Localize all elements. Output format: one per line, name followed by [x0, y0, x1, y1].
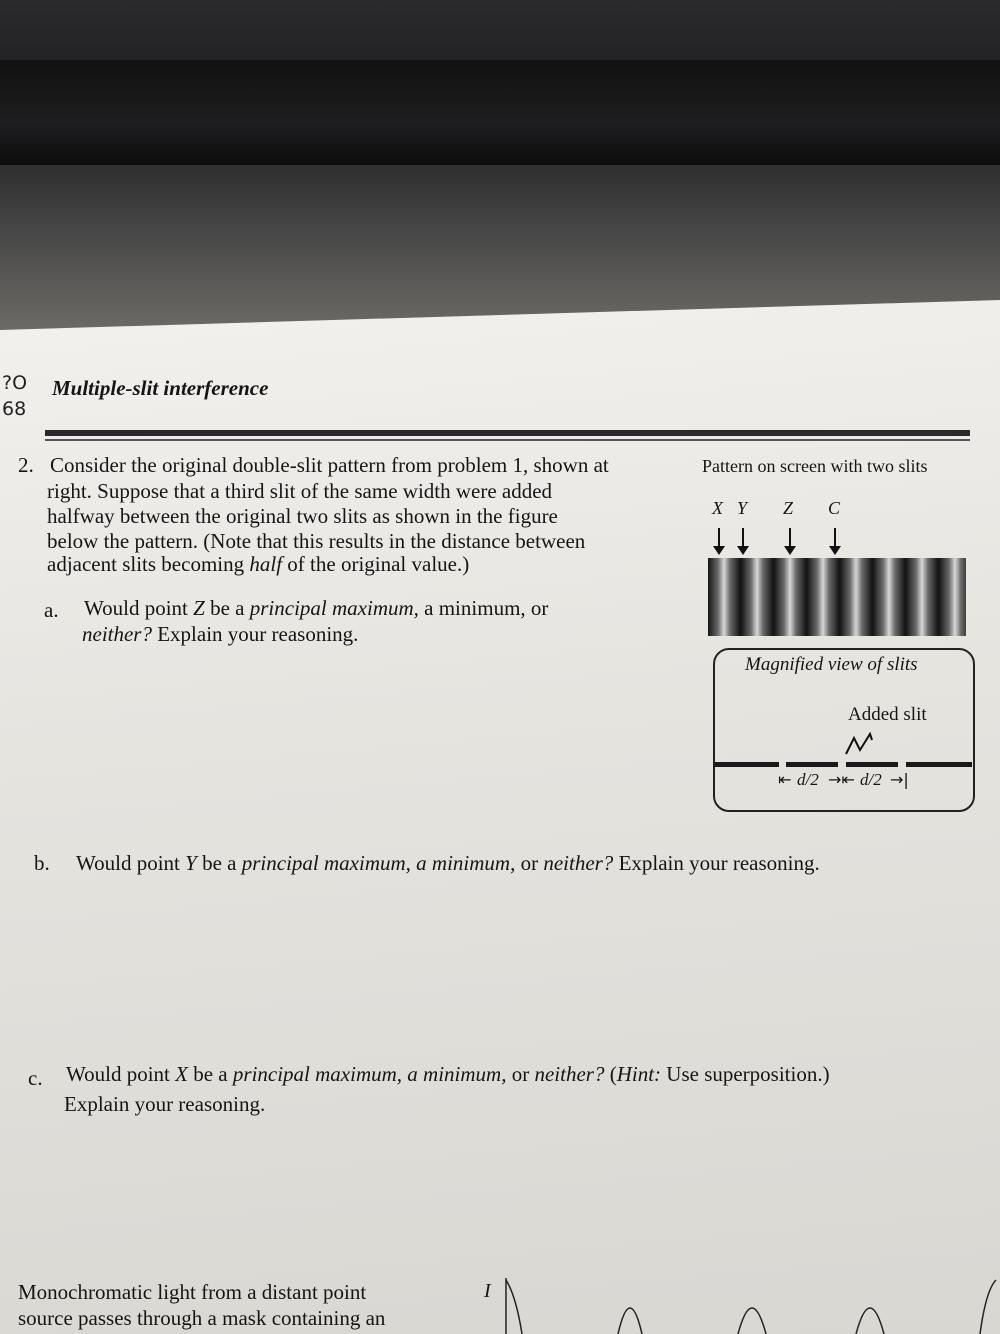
spacing-arrow-left: ⇤	[778, 770, 792, 789]
section-title: Multiple-slit interference	[52, 376, 269, 400]
part-c-question-cont: Explain your reasoning.	[64, 1092, 266, 1116]
header-rule-thin	[45, 439, 970, 441]
point-z-arrow	[789, 528, 791, 548]
added-slit-label: Added slit	[848, 704, 927, 725]
spacing-label-1: d/2	[797, 770, 819, 789]
problem-text-line: right. Suppose that a third slit of the same width were added	[47, 479, 553, 503]
problem-number: 2.	[18, 453, 34, 477]
point-label-c: C	[828, 498, 841, 518]
problem-text-line: below the pattern. (Note that this results in the distance between	[47, 529, 586, 553]
intensity-axis-label: I	[484, 1280, 491, 1302]
intensity-graph-peaks	[500, 1276, 1000, 1334]
point-c-arrow	[834, 528, 836, 548]
page-number-bottom: 68	[2, 398, 27, 420]
problem-text-line: adjacent slits becoming half of the original value.)	[47, 552, 470, 576]
problem3-text-line: Monochromatic light from a distant point	[18, 1280, 367, 1304]
figure-caption: Pattern on screen with two slits	[702, 456, 928, 476]
point-label-z: Z	[783, 498, 794, 518]
point-label-y: Y	[737, 498, 748, 518]
interference-pattern	[708, 558, 966, 636]
mask-segment	[786, 762, 838, 767]
spacing-label-2: d/2	[860, 770, 882, 789]
point-y-arrow	[742, 528, 744, 548]
mask-segment	[713, 762, 779, 767]
problem-text-line: halfway between the original two slits as shown in the figure	[47, 504, 558, 528]
problem3-text-line: source passes through a mask containing an	[18, 1306, 386, 1330]
dark-background	[0, 0, 1000, 330]
magnified-view-title: Magnified view of slits	[745, 654, 918, 675]
laptop-edge	[0, 60, 1000, 165]
point-x-arrow	[718, 528, 720, 548]
part-b-question: Would point Y be a principal maximum, a minimum, or neither? Explain your reasoning.	[76, 851, 820, 875]
part-b-label: b.	[34, 851, 50, 875]
part-c-label: c.	[28, 1066, 43, 1090]
part-a-label: a.	[44, 598, 59, 622]
spacing-arrow-right: →|	[890, 770, 909, 789]
added-slit-pointer-icon	[842, 728, 882, 758]
point-label-x: X	[712, 498, 723, 518]
problem-text-line: Consider the original double-slit pattern from problem 1, shown at	[50, 453, 609, 477]
page-number-top: ?O	[2, 372, 28, 394]
mask-segment	[846, 762, 898, 767]
part-a-question-cont: neither? Explain your reasoning.	[82, 622, 359, 646]
part-a-question: Would point Z be a principal maximum, a minimum, or	[84, 596, 549, 620]
spacing-arrow-mid: →⇤	[828, 770, 855, 789]
part-c-question: Would point X be a principal maximum, a minimum, or neither? (Hint: Use superposition.)	[66, 1062, 830, 1086]
header-rule	[45, 430, 970, 436]
mask-segment	[906, 762, 972, 767]
